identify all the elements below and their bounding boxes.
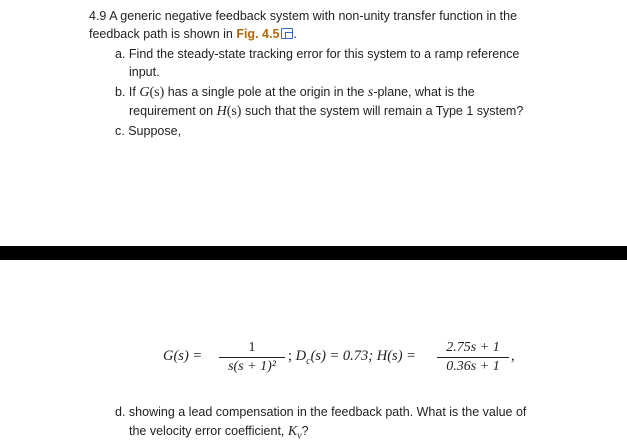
math-Dc-rest: (s) = 0.73; H(s) =: [310, 348, 416, 364]
fraction-G-numerator: 1: [248, 340, 256, 355]
part-b-text-post: -plane, what is the: [373, 85, 475, 99]
math-H: H: [216, 104, 227, 119]
fraction-H-numerator: 2.75s + 1: [446, 340, 500, 355]
math-s: s: [367, 85, 374, 100]
intro-text: feedback path is shown in: [89, 27, 237, 41]
part-c-text: Suppose,: [128, 124, 182, 138]
part-b-text: If: [128, 85, 140, 99]
fraction-H: [437, 340, 509, 375]
problem-intro-line-1: [89, 8, 517, 24]
math-K-sub: v: [297, 430, 302, 442]
part-b-line-2: [129, 103, 523, 120]
part-d-text-2-post: ?: [301, 424, 309, 438]
divider-bar: [0, 246, 627, 260]
part-b-text-2: requirement on: [129, 104, 217, 118]
intro-period: .: [293, 27, 297, 41]
part-b-text-2-post: such that the system will remain a Type 1 system?: [241, 104, 524, 118]
equation-middle: ; $D_c(s) = 0.73$; H(s) =: [288, 348, 416, 367]
part-a-text: Find the steady-state tracking error for this system to a ramp reference: [128, 47, 520, 61]
part-c-label: c.: [115, 124, 125, 138]
math-s-arg-2: (s): [226, 104, 242, 119]
part-d-line-2: [129, 423, 309, 445]
part-a-line-2: [129, 64, 160, 80]
math-s-arg: (s): [149, 85, 165, 100]
part-a-text-2: input.: [129, 65, 160, 79]
equation-G-lhs: G(s) =: [163, 348, 203, 364]
part-b-label: b.: [115, 85, 126, 99]
math-K: K: [287, 424, 298, 439]
fraction-G: [219, 340, 285, 375]
fraction-G-denominator: s(s + 1)²: [228, 359, 276, 374]
part-b-text-mid: has a single pole at the origin in the: [164, 85, 368, 99]
math-G: G: [139, 85, 150, 100]
fraction-rule-2: [437, 357, 509, 358]
part-d-line-1: [115, 404, 526, 420]
part-c-line: [115, 123, 181, 139]
math-D: D: [295, 348, 307, 364]
part-d-label: d.: [115, 405, 126, 419]
fraction-rule: [219, 357, 285, 358]
figure-link[interactable]: Fig. 4.5: [236, 27, 280, 41]
problem-number: 4.9: [89, 9, 107, 23]
part-d-text: showing a lead compensation in the feedback path. What is the value of: [128, 405, 527, 419]
book-icon[interactable]: [281, 28, 293, 39]
part-a-line-1: [115, 46, 519, 62]
part-d-text-2: the velocity error coefficient,: [129, 424, 288, 438]
part-b-line-1: [115, 84, 475, 101]
equation-tail: ,: [511, 348, 515, 364]
part-a-label: a.: [115, 47, 126, 61]
fraction-H-denominator: 0.36s + 1: [446, 359, 500, 374]
problem-intro-text: A generic negative feedback system with non-unity transfer function in the: [109, 9, 518, 23]
problem-intro-line-2: [89, 26, 297, 42]
